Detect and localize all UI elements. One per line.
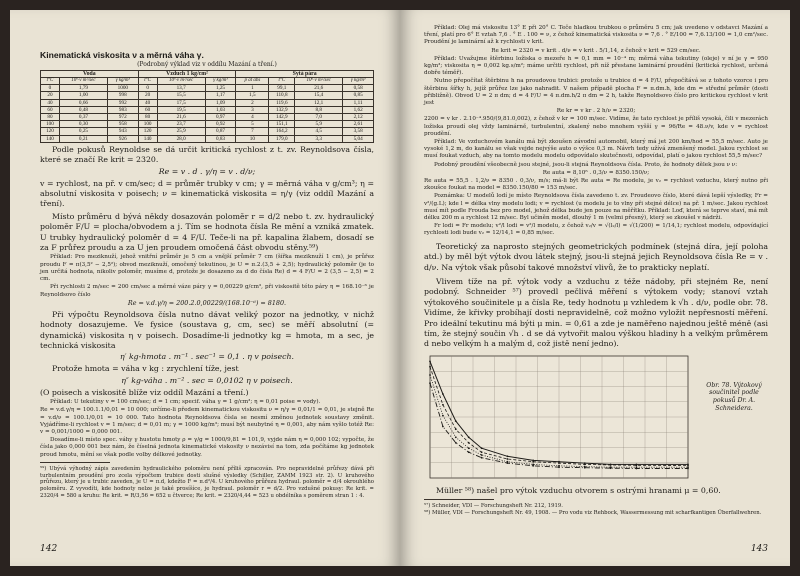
- table-cell: 110,8: [269, 92, 295, 99]
- left-page: [10, 10, 400, 566]
- paragraph-muller: Müller ⁵⁸) našel pro výtok vzduchu otvorem s ostrými hranami μ = 0,60.: [436, 485, 721, 495]
- table-cell: 2: [236, 99, 269, 106]
- table-header-row: [41, 78, 374, 85]
- data-point: [558, 462, 560, 464]
- table-cell: 25,9: [157, 128, 205, 135]
- table-title: Kinematická viskosita ν a měrná váha γ.: [40, 50, 204, 60]
- example-density: Dosadíme-li místo spec. váhy γ hustotu hmoty ρ = γ/g = 1000/9,81 = 101,9, vyjde nám η = 0,000 102; vypočte, že čísla jako 0,000 001 bez nám, že číselná jednota kinematické viskosity ν nezávisí na tom, zda počítáme kg jednotek proud hmotu, mění se však podle volby délkové jednotky.: [40, 437, 374, 458]
- data-point: [610, 467, 612, 469]
- equation-re-result: Re = v.d.γ/η = 200.2.0,00229/(168.10⁻⁶) = 8180.: [127, 298, 287, 307]
- table-cell: 0,83: [205, 135, 236, 142]
- figure-row: [424, 352, 768, 504]
- table-cell: 972: [107, 114, 138, 121]
- data-point: [429, 374, 431, 376]
- table-row: [41, 85, 374, 92]
- table-cell: 0: [41, 85, 60, 92]
- example-velocity: Při rychlosti 2 m/sec = 200 cm/sec a měrné váze páry γ = 0,00229 g/cm³, při viskositě této páry η = 168.10⁻⁶ je Reynoldsovo číslo: [40, 284, 374, 298]
- data-point: [507, 455, 509, 457]
- data-point: [532, 461, 534, 463]
- table-cell: 0,92: [205, 121, 236, 128]
- data-point: [442, 393, 444, 395]
- data-point: [455, 436, 457, 438]
- table-cell: 958: [107, 121, 138, 128]
- paragraph-units: Při výpočtu Reynoldsova čísla nutno dávat veliký pozor na jednotky, v nichž hodnoty dosazujeme. Ve fysice (soustava g, cm, sec) se měří absolutní (= dynamická) viskosita η v poisech. Dosadíme-li jednotky kg = hmota, m a sec, je technická viskosita: [40, 309, 374, 350]
- data-point: [558, 466, 560, 468]
- data-point: [687, 464, 689, 466]
- table-cell: 40: [138, 99, 157, 106]
- group-air: Vzduch 1 kg/cm²: [138, 71, 236, 78]
- table-row: [41, 92, 374, 99]
- table-cell: 992: [107, 99, 138, 106]
- table-cell: 21,6: [157, 114, 205, 121]
- table-row: [41, 128, 374, 135]
- table-cell: 119,6: [269, 99, 295, 106]
- data-point: [455, 420, 457, 422]
- table-cell: 7,0: [295, 114, 343, 121]
- data-point: [468, 447, 470, 449]
- table-cell: 60: [41, 106, 60, 113]
- open-book: [10, 10, 790, 566]
- table-cell: 2,61: [343, 121, 374, 128]
- data-point: [442, 425, 444, 427]
- table-cell: 0,21: [59, 135, 107, 142]
- paragraph-poise-note: (O poisech a viskositě blíže viz oddíl Mazání a tření.): [40, 387, 249, 397]
- footnote-58: ⁵⁸) Müller, VDI — Forschungsheft Nr. 49, 1908. — Pro vodu viz Rehbock, Wassermessung mit scharfkantigen Überfallwehren.: [424, 509, 762, 516]
- page-number-right: 143: [750, 544, 768, 554]
- column-header: γ kg/m³: [107, 78, 138, 85]
- table-cell: 13,7: [157, 85, 205, 92]
- column-header: 10⁶·ν m²/sec: [59, 78, 107, 85]
- example-liquid-calc: Re = v.d.γ/η = 100.1.1/0,01 = 10 000; určíme-li předem kinematickou viskositu ν = η/γ = 0,01/1 = 0,01, je stejně Re = v.d/ν = 100.1/0,01 = 10 000. Tato hodnota Reynoldsova čísla se nesmí změnou jednotek soustavy změnit. Vyjádříme-li rychlost v = 1 m/sec; d = 0,01 m; γ = 1000 kg/m³; musí být neubytné η = 0,001, aby nám vyšlo totéž Re: v = 0,001/1000 = 0,000 001.: [40, 407, 374, 435]
- table-cell: 142,9: [269, 114, 295, 121]
- equation-re-auto: Re auta = 8,10⁶ . 0,3/ν = 8350.150/ν;: [542, 169, 650, 176]
- figure-block: [424, 275, 768, 350]
- page-number-left: 142: [40, 544, 58, 554]
- table-cell: 15,5: [157, 92, 205, 99]
- data-point: [507, 462, 509, 464]
- table-cell: 998: [107, 92, 138, 99]
- paragraph-variables: v = rychlost, na př. v cm/sec; d = průměr trubky v cm; γ = měrná váha v g/cm³; η = absolutní viskosita v poisech; ν = kinematická viskosita = η/γ (viz oddíl Mazání a tření).: [40, 178, 374, 209]
- table-cell: 3,58: [343, 128, 374, 135]
- table-cell: 132,9: [269, 106, 295, 113]
- table-row: [41, 121, 374, 128]
- right-page: [400, 10, 790, 566]
- example-wind-tunnel: Příklad: Ve vzduchovém kanálu má být zkoušen závodní automobil, který má jet 200 km/hod = 55,5 m/sec. Auto je vysoké 1,2 m, do kanálu se však vejde nejvýše auto o výšce 0,3 m. Návrh tedy užívá zmenšený model. Jakou rychlost se musí foukat vzduch, aby na tomto modelu modelu odpovídalo skutečnosti, odpovídal, platí o jakou rychlost 55,5 m/sec?: [424, 139, 768, 160]
- column-header: t°C: [41, 78, 60, 85]
- table-cell: 99,1: [269, 85, 295, 92]
- column-header: t°C: [138, 78, 157, 85]
- table-row: [41, 114, 374, 121]
- table-cell: 943: [107, 128, 138, 135]
- table-cell: 120: [41, 128, 60, 135]
- table-cell: 15,4: [295, 92, 343, 99]
- table-cell: 100: [41, 121, 60, 128]
- data-point: [481, 447, 483, 449]
- example-bearing-result: 2200 = v kr . 2.10⁻⁴.950/(9,81.0,002), z čehož v kr = 100 m/sec. Vidíme, že tato rychlost je příliš vysoká, čili v mezerách ložiska proudí olej vždy laminárně, turbulentní, zkalený nebo mnohem vyšší γ = 96/Re = 48.ν/v, kde v = rychlost proudění.: [424, 116, 768, 137]
- data-point: [429, 366, 431, 368]
- paragraph-theoretical: Teoretický za naprosto stejných geometrických podmínek (stejná díra, její poloha atd.) by měl být výtok dvou látek stejný, jsou-li stejná jejich Reynoldsova čísla Re = v . d/ν. Na výtok však působí takové množství vlivů, že to prakticky neplatí.: [424, 241, 768, 272]
- table-cell: 5: [236, 121, 269, 128]
- table-cell: 28,0: [157, 135, 205, 142]
- table-cell: 0,66: [59, 99, 107, 106]
- example-similarity: Podobný proudění všeobecně jsou stejné, jsou-li stejná Reynoldsova čísla. Proto, že hodnoty dělek jsou ν ν:: [434, 161, 738, 168]
- column-header: p at abs: [236, 78, 269, 85]
- table-cell: 0: [138, 85, 157, 92]
- table-cell: 1,5: [236, 92, 269, 99]
- example-model-speed: Re auta = 55,5 . 1,2/ν = 8350 . 0,3/ν, m/s; má-li být Re auta = Re modelu, je v₂ = rychlost vzduchu, který nutno při zkoušce foukat na model = 8350.150/80 = 153 m/sec.: [424, 178, 768, 192]
- column-header: 10⁶·ν m²/sec: [157, 78, 205, 85]
- equation-bearing-re: Re kr = v kr . 2 h/ν = 2320;: [556, 108, 636, 115]
- table-cell: 20: [138, 92, 157, 99]
- discharge-coefficient-chart: [424, 352, 694, 482]
- table-cell: 1: [236, 85, 269, 92]
- example-annulus: Příklad: Pro meziknuží, jehož vnitřní průměr je 5 cm a vnější průměr 7 cm (šířka meziknuží 1 cm), je průřez proudu F = π(3,5² − 2,5²); obvod meziknuží, omočený tekutinou, je U = π.2.(3,5 + 2,5); hydraulický poloměr (je to jen určitá hodnota, nikoliv poloměr, musíme d, protože je dosazeno za d do čísla Re) d = 4 F/U = 2 (3,5 − 2,5) = 2 cm.: [40, 254, 374, 283]
- data-point: [442, 404, 444, 406]
- data-point: [429, 360, 431, 362]
- data-point: [481, 451, 483, 453]
- paragraph-schneider: Vlivem tíže na př. výtok vody a vzduchu z téže nádoby, při stejném Re, není podobný. Schneider ⁵⁷) provedl pečlivá měření s výtokem vody; stanoví vztah výtokového součinitele μ a čísla Re, tedy hodnotu μ vzhledem k √h . d/ν, podle obr. 78. Vidíme, že křivky probíhají dosti nepravidelně, což možno vyložit nepřesností měření. Pro ideální tekutinu má býti μ min. = 0,61 a zde je naměřeno najednou ještě méně (asi tím, že stejný součin √h . d se dá vytvořit malou výškou hladiny h a velkým průměrem d nebo velkým h a malým d, což jistě není jedno).: [424, 276, 768, 349]
- table-cell: 4,5: [295, 128, 343, 135]
- data-point: [584, 467, 586, 469]
- table-cell: 3: [236, 106, 269, 113]
- paragraph-hydraulic-radius: Místo průměru d bývá někdy dosazován poloměr r = d/2 nebo t. zv. hydraulický poloměr F/U = plocha/obvodem a j. Tím se hodnota čísla Re mění a vzniká zmatek. U trubky hydraulický poloměr d = 4 F/U. Teče-li na př. kapalina žlabem, dosadí se za F průřez proudu a za U jen proudem omočená část obvodu stěny.⁵⁹): [40, 211, 374, 253]
- note-froude: Poznámka: U modelů lodí je místo Reynoldsova čísla zavedeno t. zv. Froudeovo číslo, které dává lepší výsledky, Fr = v²/(g.L); kde l = délka vlny modelu lodi; v = rychlost (u modelu je to vlny při stejné délce) na př. 1 m/sec. Jakou rychlost musí mít podle Frouda bez pro model, jehož délka bude jen pouze na měřítku. Příklad: Loď, která se teprve staví, má mít délku 200 m a rychlost 12 m/sec. Byl učiněn model, dlouhý 1 m (velmi přesný), který se zkoušel v nádrži.: [424, 193, 768, 222]
- table-cell: 1,00: [59, 92, 107, 99]
- equation-oil-critical: Re krit = 2320 = v krit . d/ν = v krit . 5/1,14, z čehož v krit = 529 cm/sec.: [491, 47, 701, 54]
- data-point: [610, 464, 612, 466]
- table-cell: 1,03: [205, 106, 236, 113]
- table-cell: 164,2: [269, 128, 295, 135]
- data-point: [468, 442, 470, 444]
- example-oil: Příklad: Olej má viskositu 13° E při 20° C. Teče hladkou trubkou o průměru 5 cm; jak uvedeno v odstavci Mazání a tření, platí pro 6° E vztah 7,6 . ° E . 100 = ν, z čehož kinematická viskosita ν = 7,6 . ° E/100 = 7,6.13/100 = 1,0 cm²/sec. Proudění je laminární až k rychlosti v krit.: [424, 25, 768, 46]
- table-row: [41, 106, 374, 113]
- group-water: Voda: [41, 71, 139, 78]
- footnote-57: ⁵⁷) Schneider, VDI — Forschungsheft Nr. 212, 1919.: [424, 503, 563, 510]
- table-cell: 140: [138, 135, 157, 142]
- table-row: [41, 99, 374, 106]
- table-cell: 0,97: [205, 114, 236, 121]
- table-cell: 10: [236, 135, 269, 142]
- table-row: [41, 135, 374, 142]
- example-bearing-conversion: Nutno přepočítat štěrbinu h na proudovou trubici: protože u trubice d = 4 F/U, přepočítává se z tohoto vzorce i pro štěrbinu šířky h, jejíž průřez lze jako nahradit. V našem případě plocha F = π.dm.h, kde dm = střední průměr (dosti přibližně). Obvod U = 2 π dm; d = 4 F/U = 4 π.dm.h/2 π dm = 2 h, takže Reynoldsovo číslo pro kritickou rychlost v krit jest: [424, 78, 768, 107]
- table-cell: 23,7: [157, 121, 205, 128]
- table-cell: 5,9: [295, 121, 343, 128]
- table-cell: 20: [41, 92, 60, 99]
- example-bearing-gap: Příklad: Uvažujme štěrbinu ložiska o mezeře h = 0,1 mm = 10⁻⁴ m; měrná váha tekutiny (oleje) v ní je γ = 950 kg/m³; viskosita η = 0,002 kg.s/m²; máme určiti rychlost, při níž přestane laminární proudění (kritická rychlost, určená dobře téměř).: [424, 55, 768, 77]
- figure-caption: Obr. 78. Výtokový součinitel podle pokusů Dr. A. Schneidera.: [706, 381, 762, 412]
- table-cell: 100: [138, 121, 157, 128]
- viscosity-table: [40, 70, 374, 143]
- data-point: [687, 467, 689, 469]
- footnote-rule: [40, 462, 110, 463]
- table-cell: 1000: [107, 85, 138, 92]
- paragraph-mass-weight: Protože hmota = váha v kg : zrychlení tíže, jest: [52, 364, 239, 374]
- table-cell: 3,3: [295, 135, 343, 142]
- data-point: [481, 457, 483, 459]
- group-steam: Sytá pára: [236, 71, 374, 78]
- column-header: t°C: [269, 78, 295, 85]
- figure-side: [694, 352, 768, 504]
- table-cell: 5,04: [343, 135, 374, 142]
- example-liquid: Příklad: U tekutiny v = 100 cm/sec; d = 1 cm; specif. váha γ = 1 g/cm³; η = 0,01 poise = vody).: [50, 399, 321, 406]
- equation-froude: Fr lodi = Fr modelu; v²/l lodi = v²/l modelu, z čehož v₂/v = √(l₂/l) = √(1/200) = 1/14,1; rychlost modelu, odpovídající rychlosti lodi bude v₂ = 12/14,1 = 0,85 m/sec.: [424, 223, 768, 237]
- data-point: [481, 454, 483, 456]
- table-cell: 0,85: [343, 92, 374, 99]
- table-cell: 8,8: [295, 106, 343, 113]
- data-point: [468, 436, 470, 438]
- table-cell: 17,5: [157, 99, 205, 106]
- equation-re: Re = v . d . γ/η = v . d/ν;: [158, 166, 256, 176]
- table-cell: 983: [107, 106, 138, 113]
- data-point: [532, 465, 534, 467]
- table-cell: 19,5: [157, 106, 205, 113]
- column-header: γ kg/m³: [343, 78, 374, 85]
- data-point: [455, 428, 457, 430]
- table-subtitle: (Podrobný výklad viz v oddílu Mazání a tření.): [137, 61, 277, 68]
- data-point: [636, 464, 638, 466]
- data-point: [636, 467, 638, 469]
- data-point: [442, 414, 444, 416]
- table-cell: 0,48: [59, 106, 107, 113]
- table-cell: 1,11: [343, 99, 374, 106]
- table-cell: 1,62: [343, 106, 374, 113]
- table-body: [41, 85, 374, 143]
- figure-78-chart: [424, 352, 694, 504]
- table-cell: 0,37: [59, 114, 107, 121]
- table-cell: 120: [138, 128, 157, 135]
- table-cell: 140: [41, 135, 60, 142]
- table-cell: 60: [138, 106, 157, 113]
- table-cell: 1,79: [59, 85, 107, 92]
- table-cell: 1,09: [205, 99, 236, 106]
- table-cell: 12,1: [295, 99, 343, 106]
- table-cell: 926: [107, 135, 138, 142]
- table-cell: 80: [138, 114, 157, 121]
- table-cell: 1,25: [205, 85, 236, 92]
- table-cell: 2,12: [343, 114, 374, 121]
- table-cell: 4: [236, 114, 269, 121]
- table-cell: 0,30: [59, 121, 107, 128]
- data-point: [429, 382, 431, 384]
- paragraph-reynolds-intro: Podle pokusů Reynoldse se dá určit kritická rychlost z t. zv. Reynoldsova čísla, které se značí Re krit = 2320.: [40, 144, 374, 165]
- table-cell: 1,17: [205, 92, 236, 99]
- table-cell: 0,25: [59, 128, 107, 135]
- table-cell: 0,58: [343, 85, 374, 92]
- table-cell: 151,1: [269, 121, 295, 128]
- equation-kg-weight: η″ kg-váha . m⁻² . sec = 0,0102 η v poisech.: [121, 375, 293, 385]
- equation-technical-viscosity: η′ kg-hmota . m⁻¹ . sec⁻¹ = 0,1 . η v poisech.: [120, 352, 294, 362]
- table-cell: 7: [236, 128, 269, 135]
- data-point: [468, 451, 470, 453]
- table-cell: 80: [41, 114, 60, 121]
- data-point: [584, 463, 586, 465]
- data-point: [455, 442, 457, 444]
- table-cell: 40: [41, 99, 60, 106]
- table-cell: 0,87: [205, 128, 236, 135]
- column-header: γ kg/m³: [205, 78, 236, 85]
- footnote-59: ⁵⁹) Ubývá výhodný zápis zavedením hydraulického poloměru není příliš zpracován. Pro nepravidelné průřezy dává při turbulentním proudění pro zcela výpočtem trubice dosti slušné výsledky (Schiller, ZAMM 1923 str. 2). U kruhového průřezu, který je u trubic zaveden, je U = π.d, kdežto F = π.d²/4. U kruhového průřezu hydraul. poloměr = d/4 okrouhlého poloměru. Z vyvodíti, kde hodnoty nelze je také prosíšíce, je hydraul. poloměr r = d/2. Pro vzdušné pokusy: Re krit. = 2320/4 = 580 a kruhu: Re krit. = R/3,56 = 652 u čtverce; Re krit. = 2320/4,44 = 523 u obdélníka s poměrem stran 1 : 4.: [40, 465, 374, 499]
- table-cell: 179,0: [269, 135, 295, 142]
- table-cell: 21,6: [295, 85, 343, 92]
- column-header: 10⁶·ν m²/sec: [295, 78, 343, 85]
- data-point: [507, 458, 509, 460]
